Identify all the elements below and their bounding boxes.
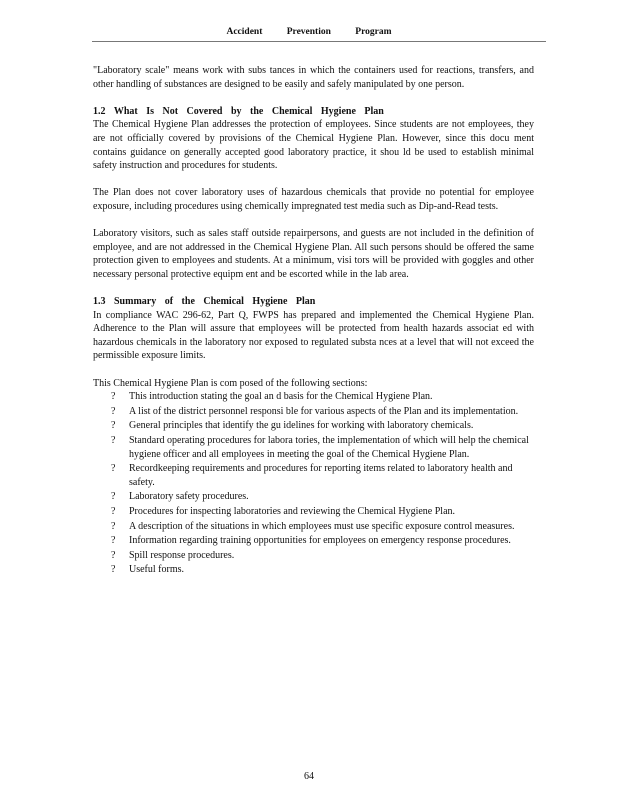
list-item	[93, 520, 534, 534]
page-content	[93, 64, 534, 578]
list-item	[93, 390, 534, 404]
page-number: 64	[304, 771, 314, 782]
bullet-glyph: ?	[111, 491, 116, 503]
section-heading-1-3: 1.3 Summary of the Chemical Hygiene Plan	[93, 296, 316, 308]
bullet-glyph: ?	[111, 463, 116, 475]
list-item-text: Spill response procedures.	[129, 549, 235, 561]
list-item	[93, 419, 534, 433]
list-item-text: General principles that identify the gu idelines for working with laboratory chemicals.	[129, 420, 474, 432]
list-item	[93, 462, 534, 489]
list-item	[93, 490, 534, 504]
section-heading-1-2: 1.2 What Is Not Covered by the Chemical Hygiene Plan	[93, 105, 384, 117]
list-item-text: Useful forms.	[129, 564, 184, 576]
plan-sections-list	[93, 390, 534, 577]
bullet-glyph: ?	[111, 564, 116, 576]
list-item-text: Procedures for inspecting laboratories and reviewing the Chemical Hygiene Plan.	[129, 506, 456, 517]
bullet-glyph: ?	[111, 535, 116, 547]
list-item	[93, 534, 534, 548]
list-item-text: This introduction stating the goal an d basis for the Chemical Hygiene Plan.	[129, 391, 433, 403]
list-item-text: Recordkeeping requirements and procedures for reporting items related to laboratory health and safety.	[129, 463, 513, 488]
bullet-glyph: ?	[111, 549, 116, 561]
bullet-glyph: ?	[111, 520, 116, 532]
section-list-intro: This Chemical Hygiene Plan is com posed of the following sections:	[93, 377, 368, 389]
header-rule	[92, 41, 546, 42]
list-item-text: A list of the district personnel responsi ble for various aspects of the Plan and its implementation.	[129, 405, 519, 417]
bullet-glyph: ?	[111, 420, 116, 432]
list-item	[93, 434, 534, 461]
bullet-glyph: ?	[111, 435, 116, 447]
section-1-2-paragraph-1: The Chemical Hygiene Plan addresses the protection of employees. Since students are not employees, they are not officially covered by provisions of the Chemical Hygiene Plan. However, since this docu ment contains guidance on generally accepted good laboratory practice, it shou ld be used to establish minimal safety instruction and procedures for students.	[93, 119, 534, 172]
list-item-text: A description of the situations in which employees must use specific exposure control measures.	[129, 520, 515, 532]
list-item-text: Information regarding training opportunities for employees on emergency response procedures.	[129, 535, 511, 547]
list-item-text: Standard operating procedures for labora tories, the implementation of which will help the chemical hygiene officer and all employees in meeting the goal of the Chemical Hygiene Plan.	[129, 435, 529, 460]
section-1-3-paragraph-1: In compliance WAC 296-62, Part Q, FWPS has prepared and implemented the Chemical Hygiene Plan. Adherence to the Plan will assure that employees will be protected from health hazards associat ed with hazardous chemicals in the laboratory nor exposed to regulated substa nces at a level that will not exceed the permissible exposure limits.	[93, 309, 534, 362]
bullet-glyph: ?	[111, 506, 116, 517]
list-item-text: Laboratory safety procedures.	[129, 491, 249, 503]
section-1-2-paragraph-2: The Plan does not cover laboratory uses of hazardous chemicals that provide no potential for employee exposure, including procedures using chemically impregnated test media such as Dip-and-Read tests.	[93, 187, 534, 212]
list-item	[93, 549, 534, 563]
bullet-glyph: ?	[111, 391, 116, 403]
list-item	[93, 563, 534, 577]
page-header: Accident Prevention Program	[226, 27, 392, 37]
intro-paragraph: "Laboratory scale" means work with subs tances in which the containers used for reactions, transfers, and other handling of substances are designed to be easily and safely manipulated by one person.	[93, 65, 534, 90]
list-item	[93, 505, 534, 519]
bullet-glyph: ?	[111, 405, 116, 417]
list-item	[93, 405, 534, 419]
section-1-2-paragraph-3: Laboratory visitors, such as sales staff outside repairpersons, and guests are not included in the definition of employee, and are not addressed in the Chemical Hygiene Plan. All such persons should be offered the same protection given to employees and students. At a minimum, visi tors will be provided with goggles and other necessary personal protective equipm ent and be escorted while in the lab area.	[93, 228, 534, 280]
